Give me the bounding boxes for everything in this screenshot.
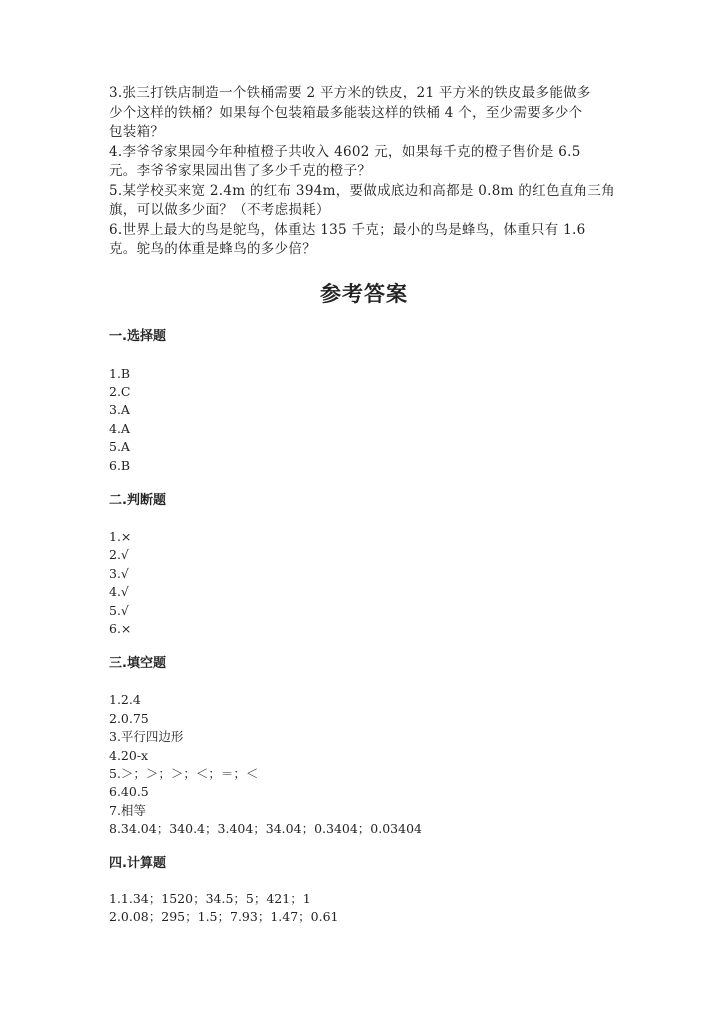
problem-line: 克。鸵鸟的体重是蜂鸟的多少倍？ [109, 241, 316, 257]
document-page [109, 84, 619, 926]
answer-item: 1.B [109, 365, 131, 381]
answer-item: 3.√ [109, 565, 129, 581]
word-problem [109, 221, 619, 260]
answer-item: 2.0.75 [109, 710, 149, 726]
answer-list [109, 890, 619, 927]
answer-item: 5.√ [109, 602, 129, 618]
answer-item: 5.A [109, 439, 130, 455]
answer-item: 4.√ [109, 584, 129, 600]
problem-line: 元。李爷爷家果园出售了多少千克的橙子？ [109, 163, 372, 179]
problem-line: 4.李爷爷家果园今年种植橙子共收入 4602 元，如果每千克的橙子售价是 6.5 [109, 143, 581, 160]
section-heading: 四.计算题 [109, 855, 166, 871]
answer-list [109, 691, 619, 838]
answer-item: 2.√ [109, 547, 129, 563]
answer-item: 2.C [109, 383, 131, 399]
problem-line: 少个这样的铁桶？如果每个包装箱最多能装这样的铁桶 4 个，至少需要多少个 [109, 104, 583, 121]
section-heading: 二.判断题 [109, 492, 166, 508]
answer-item: 6.B [109, 457, 131, 473]
answer-list [109, 365, 619, 475]
answer-item: 7.相等 [109, 802, 146, 818]
word-problem [109, 182, 619, 221]
problem-line: 包装箱？ [109, 124, 165, 140]
problem-line: 5.某学校买来宽 2.4m 的红布 394m，要做成底边和高都是 0.8m 的红色直角三角 [109, 182, 615, 199]
word-problem [109, 143, 619, 182]
problem-line: 旗，可以做多少面？（不考虑损耗） [109, 202, 330, 218]
section-heading: 三.填空题 [109, 656, 166, 672]
answer-item: 1.2.4 [109, 692, 141, 708]
answer-item: 4.A [109, 420, 130, 436]
answer-item: 1.× [109, 528, 132, 544]
answer-item: 3.平行四边形 [109, 729, 184, 745]
word-problem [109, 84, 619, 143]
answer-item: 8.34.04；340.4；3.404；34.04；0.3404；0.03404 [109, 821, 422, 837]
answer-item: 5.＞；＞；＞；＜；＝；＜ [109, 766, 259, 781]
answer-title: 参考答案 [320, 281, 408, 306]
answer-item: 3.A [109, 402, 130, 418]
problem-line: 3.张三打铁店制造一个铁桶需要 2 平方米的铁皮，21 平方米的铁皮最多能做多 [109, 85, 591, 101]
answer-item: 4.20-x [109, 747, 149, 763]
answer-item: 1.1.34；1520；34.5；5；421；1 [109, 890, 311, 906]
answer-list [109, 528, 619, 638]
section-heading: 一.选择题 [109, 328, 166, 344]
problem-line: 6.世界上最大的鸟是鸵鸟，体重达 135 千克；最小的鸟是蜂鸟，体重只有 1.6 [109, 221, 586, 238]
answer-item: 2.0.08；295；1.5；7.93；1.47；0.61 [109, 909, 339, 925]
answer-item: 6.40.5 [109, 784, 149, 800]
answer-item: 6.× [109, 620, 132, 636]
